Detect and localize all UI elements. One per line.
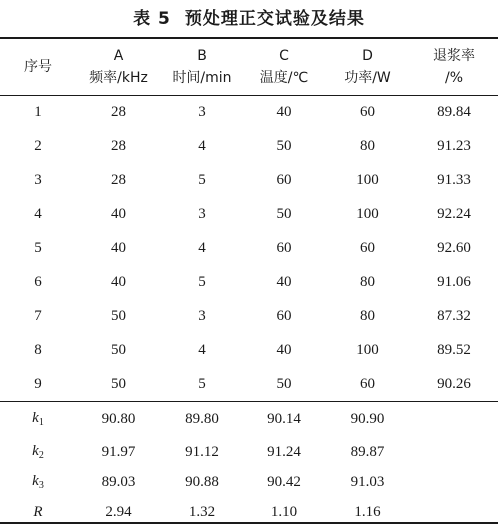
table-cell: 2 — [34, 137, 42, 154]
table-cell: 50 — [111, 341, 126, 358]
stat-cell: 90.42 — [267, 473, 301, 490]
table-cell: 50 — [276, 205, 292, 222]
stat-cell: 91.12 — [185, 443, 219, 460]
table-cell: 50 — [111, 307, 126, 324]
table-cell: 60 — [360, 239, 375, 256]
table-cell: 100 — [356, 171, 379, 188]
stat-label: R — [33, 503, 43, 520]
table-cell: 50 — [111, 375, 126, 392]
table-cell: 87.32 — [437, 307, 471, 324]
stat-label: $k_3$ — [32, 473, 44, 491]
table-cell: 40 — [111, 205, 126, 222]
table-cell: 4 — [198, 341, 206, 358]
table-cell: 40 — [111, 239, 126, 256]
table-cell: 28 — [111, 171, 126, 188]
stat-row — [0, 401, 498, 437]
table-cell: 91.06 — [437, 273, 471, 290]
stat-cell: 89.03 — [101, 473, 136, 490]
stat-cell: 1.32 — [188, 503, 216, 520]
table-cell: 60 — [276, 171, 292, 188]
stat-cell: 90.14 — [267, 410, 301, 427]
table-cell: 4 — [198, 239, 206, 256]
table-cell: 91.33 — [437, 171, 471, 188]
empty-cell — [410, 401, 498, 437]
table-cell: 90.26 — [437, 375, 471, 392]
stat-cell: 89.87 — [350, 443, 385, 460]
table-cell: 40 — [276, 273, 292, 290]
header-cell-index: 序号 — [24, 58, 52, 75]
table-cell: 91.23 — [437, 137, 471, 154]
empty-cell — [410, 437, 498, 467]
stat-cell: 90.88 — [185, 473, 219, 490]
table-cell: 4 — [198, 137, 206, 154]
table-cell: 40 — [111, 273, 126, 290]
stat-row — [0, 497, 498, 527]
table-cell: 80 — [360, 137, 375, 154]
table-row — [0, 367, 498, 401]
stat-label: $k_2$ — [32, 443, 44, 461]
stat-cell: 1.16 — [354, 503, 381, 520]
table-cell: 80 — [360, 273, 375, 290]
table-cell: 3 — [198, 307, 206, 324]
table-cell: 28 — [111, 137, 126, 154]
table-cell: 9 — [34, 375, 42, 392]
table-cell: 60 — [276, 307, 292, 324]
header-cell-desizing-rate: 退浆率 /% — [433, 47, 475, 86]
table-cell: 6 — [34, 273, 42, 290]
table-caption — [0, 4, 498, 32]
stat-label: $k_1$ — [32, 410, 44, 428]
stat-cell: 91.03 — [350, 473, 385, 490]
stat-cell: 89.80 — [185, 410, 219, 427]
stat-row — [0, 437, 498, 467]
table-cell: 40 — [276, 341, 292, 358]
table-cell: 5 — [198, 375, 206, 392]
table-row — [0, 333, 498, 367]
table-cell: 4 — [34, 205, 42, 222]
stat-row — [0, 467, 498, 497]
table-cell: 5 — [198, 273, 206, 290]
table-row — [0, 265, 498, 299]
table-cell: 89.52 — [437, 341, 471, 358]
header-cell-b: B 时间/min — [172, 47, 232, 86]
header-cell-d: D 功率/W — [344, 47, 391, 86]
table-cell: 3 — [34, 171, 42, 188]
table-cell: 40 — [276, 103, 292, 120]
stat-cell: 90.80 — [101, 410, 136, 427]
table-cell: 5 — [34, 239, 42, 256]
stat-cell: 1.10 — [270, 503, 298, 520]
table-cell: 7 — [34, 307, 42, 324]
table-row — [0, 197, 498, 231]
stat-cell: 90.90 — [350, 410, 385, 427]
table-cell: 60 — [360, 375, 375, 392]
table-cell: 60 — [360, 103, 375, 120]
table-cell: 60 — [276, 239, 292, 256]
table-cell: 50 — [276, 137, 292, 154]
table-cell: 100 — [356, 205, 379, 222]
empty-cell — [410, 467, 498, 497]
table-cell: 80 — [360, 307, 375, 324]
table-cell: 8 — [34, 341, 42, 358]
orthogonal-test-table — [0, 38, 498, 527]
empty-cell — [410, 497, 498, 527]
table-cell: 92.60 — [437, 239, 471, 256]
table-cell: 5 — [198, 171, 206, 188]
header-cell-a: A 频率/kHz — [89, 47, 148, 86]
stat-cell: 2.94 — [105, 503, 132, 520]
table-cell: 92.24 — [437, 205, 471, 222]
table-row — [0, 129, 498, 163]
table-cell: 100 — [356, 341, 379, 358]
table-cell: 3 — [198, 103, 206, 120]
table-number: 表 5 — [133, 9, 171, 29]
table-cell: 50 — [276, 375, 292, 392]
table-cell: 28 — [111, 103, 126, 120]
table-row — [0, 163, 498, 197]
stat-cell: 91.24 — [267, 443, 301, 460]
header-row — [0, 38, 498, 95]
table-cell: 89.84 — [437, 103, 471, 120]
stat-cell: 91.97 — [101, 443, 136, 460]
table-cell: 1 — [34, 103, 42, 120]
table-row — [0, 299, 498, 333]
table-row — [0, 231, 498, 265]
table-cell: 3 — [198, 205, 206, 222]
table-title: 预处理正交试验及结果 — [184, 9, 365, 29]
header-cell-c: C 温度/℃ — [259, 47, 309, 86]
table-row — [0, 95, 498, 129]
